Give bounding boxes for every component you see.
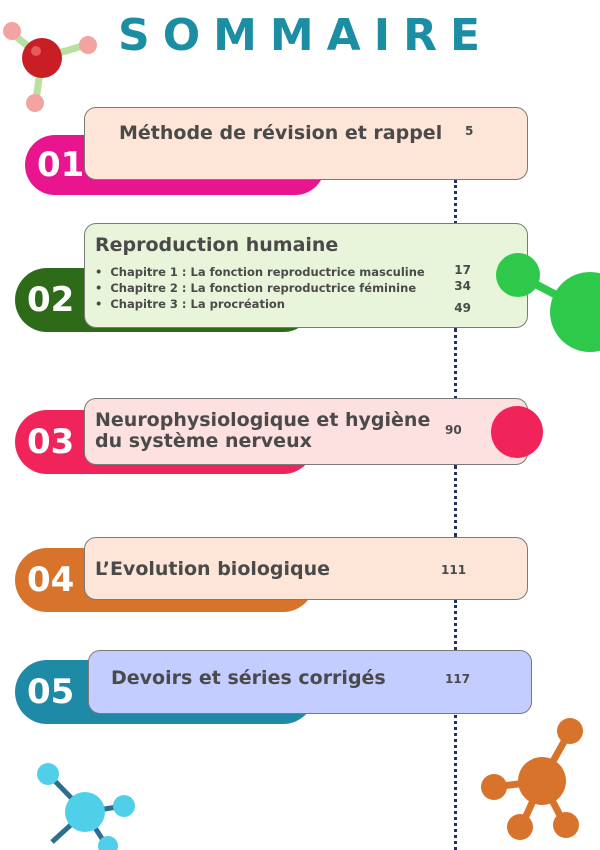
section-card[interactable]	[88, 650, 532, 714]
chapter-item[interactable]: • Chapitre 1 : La fonction reproductrice masculine	[95, 264, 425, 280]
page-number: 117	[445, 672, 471, 686]
page-number: 17	[454, 263, 471, 277]
dot-red-icon	[490, 406, 546, 462]
section-card[interactable]	[84, 223, 528, 328]
section-number-badge: 04	[15, 548, 315, 612]
section-title: Méthode de révision et rappel	[119, 122, 443, 144]
page-title: SOMMAIRE	[118, 10, 494, 61]
section-title: Devoirs et séries corrigés	[111, 667, 386, 689]
page-number: 49	[454, 301, 471, 315]
timeline	[454, 600, 457, 650]
timeline	[454, 715, 457, 850]
section-number-badge: 01	[25, 135, 325, 195]
timeline	[454, 465, 457, 537]
section-title: Reproduction humaine	[95, 234, 339, 256]
section-number-badge: 02	[15, 268, 315, 332]
page-number: 111	[441, 563, 467, 577]
page-number: 90	[445, 423, 462, 437]
molecule-orange-icon	[478, 715, 600, 845]
molecule-green-icon	[490, 245, 600, 355]
section-title: Neurophysiologique et hygiène du système nerveux	[95, 409, 431, 452]
timeline	[454, 180, 457, 224]
molecule-cyan-icon	[30, 760, 140, 850]
chapter-list	[95, 264, 425, 312]
chapter-item[interactable]: • Chapitre 3 : La procréation	[95, 296, 425, 312]
section-card[interactable]	[84, 107, 528, 180]
section-number-badge: 05	[15, 660, 315, 724]
section-title: L’Evolution biologique	[95, 558, 331, 580]
page-number: 34	[454, 279, 471, 293]
molecule-red-icon	[0, 15, 100, 115]
section-card[interactable]	[84, 398, 528, 465]
section-number-badge: 03	[15, 410, 315, 474]
chapter-item[interactable]: • Chapitre 2 : La fonction reproductrice féminine	[95, 280, 425, 296]
page-number: 5	[465, 124, 474, 138]
section-card[interactable]	[84, 537, 528, 600]
timeline	[454, 328, 457, 400]
